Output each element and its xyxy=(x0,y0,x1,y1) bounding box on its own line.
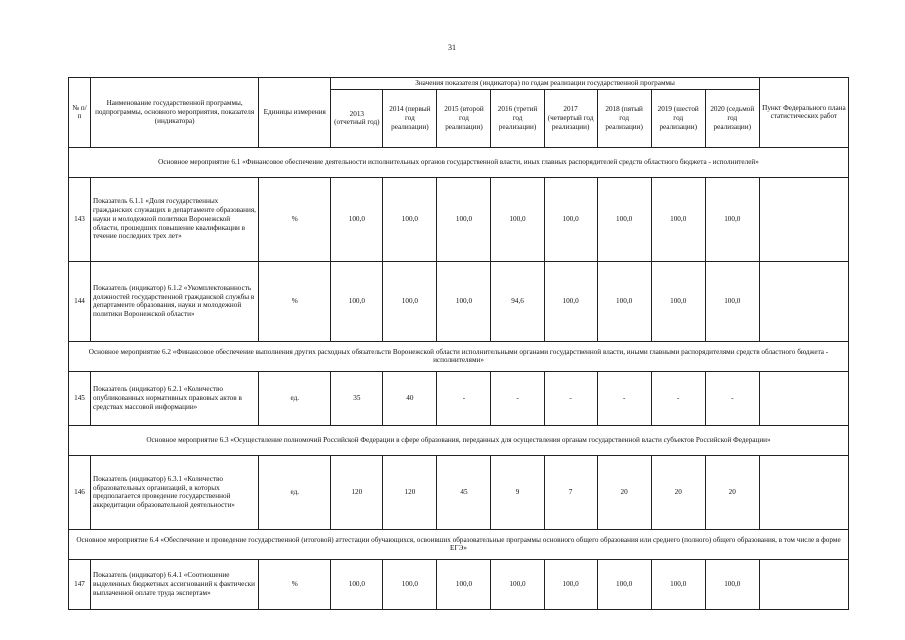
value-cell: 100,0 xyxy=(437,177,491,261)
header-year: 2019 (шестой год реализации) xyxy=(651,89,705,147)
row-number: 144 xyxy=(69,261,91,341)
indicator-name: Показатель (индикатор) 6.2.1 «Количество опубликованных нормативных правовых актов в средствах массовой информации» xyxy=(91,371,259,425)
value-cell: - xyxy=(437,371,491,425)
header-year: 2016 (третий год реализации) xyxy=(491,89,544,147)
unit-cell: % xyxy=(259,177,331,261)
value-cell: - xyxy=(597,371,651,425)
header-num: № п/п xyxy=(69,78,91,148)
value-cell: 9 xyxy=(491,455,544,529)
value-cell: 100,0 xyxy=(651,177,705,261)
section-title: Основное мероприятие 6.1 «Финансовое обеспечение деятельности исполнительных органов государственной власти, иных главных распорядителей средств областного бюджета - исполнителей» xyxy=(69,147,849,177)
section-title: Основное мероприятие 6.2 «Финансовое обеспечение выполнения других расходных обязательств Воронежской области исполнительными органами государственной власти, иными главными распорядителями средств областного бюджета - исполнителями» xyxy=(69,341,849,371)
section-row xyxy=(69,147,849,177)
section-row xyxy=(69,341,849,371)
section-title: Основное мероприятие 6.4 «Обеспечение и проведение государственной (итоговой) аттестации обучающихся, освоивших образовательные программы основного общего образования или среднего (полного) общего образования, в том числе в форме ЕГЭ» xyxy=(69,529,849,559)
value-cell: 7 xyxy=(544,455,597,529)
value-cell: 100,0 xyxy=(331,261,383,341)
value-cell: 100,0 xyxy=(597,177,651,261)
value-cell: - xyxy=(544,371,597,425)
unit-cell: ед. xyxy=(259,371,331,425)
value-cell: - xyxy=(491,371,544,425)
header-name: Наименование государственной программы, подпрограммы, основного мероприятия, показателя (индикатора) xyxy=(91,78,259,148)
indicator-name: Показатель (индикатор) 6.3.1 «Количество образовательных организаций, в которых предполагается проведение государственной аккредитации образовательной деятельности» xyxy=(91,455,259,529)
value-cell: 100,0 xyxy=(437,559,491,609)
value-cell: 100,0 xyxy=(491,177,544,261)
value-cell: 100,0 xyxy=(597,261,651,341)
value-cell: 100,0 xyxy=(544,177,597,261)
indicator-name: Показатель 6.1.1 «Доля государственных гражданских служащих в департаменте образования, науки и молодежной политики Воронежской области, прошедших повышение квалификации в течение последних трех лет» xyxy=(91,177,259,261)
value-cell: 100,0 xyxy=(705,559,759,609)
header-values-group: Значения показателя (индикатора) по годам реализации государственной программы xyxy=(331,78,760,90)
header-year: 2020 (седьмой год реализации) xyxy=(705,89,759,147)
value-cell: 100,0 xyxy=(383,177,437,261)
value-cell: 45 xyxy=(437,455,491,529)
value-cell: 35 xyxy=(331,371,383,425)
value-cell: 20 xyxy=(597,455,651,529)
value-cell: 100,0 xyxy=(651,559,705,609)
plan-point-cell xyxy=(759,261,848,341)
header-year: 2015 (второй год реализации) xyxy=(437,89,491,147)
value-cell: 100,0 xyxy=(331,177,383,261)
row-number: 145 xyxy=(69,371,91,425)
value-cell: 120 xyxy=(383,455,437,529)
value-cell: 94,6 xyxy=(491,261,544,341)
value-cell: 100,0 xyxy=(491,559,544,609)
value-cell: 100,0 xyxy=(544,261,597,341)
plan-point-cell xyxy=(759,455,848,529)
plan-point-cell xyxy=(759,559,848,609)
value-cell: 100,0 xyxy=(544,559,597,609)
section-row xyxy=(69,529,849,559)
table-row xyxy=(69,261,849,341)
value-cell: 100,0 xyxy=(651,261,705,341)
value-cell: 20 xyxy=(651,455,705,529)
value-cell: 20 xyxy=(705,455,759,529)
value-cell: 100,0 xyxy=(597,559,651,609)
value-cell: 120 xyxy=(331,455,383,529)
row-number: 147 xyxy=(69,559,91,609)
plan-point-cell xyxy=(759,371,848,425)
table-row xyxy=(69,455,849,529)
header-plan-point: Пункт Федерального плана статистических работ xyxy=(759,78,848,148)
value-cell: 40 xyxy=(383,371,437,425)
value-cell: 100,0 xyxy=(383,559,437,609)
unit-cell: % xyxy=(259,559,331,609)
header-year: 2014 (первый год реализации) xyxy=(383,89,437,147)
header-year: 2013 (отчетный год) xyxy=(331,89,383,147)
value-cell: - xyxy=(705,371,759,425)
value-cell: 100,0 xyxy=(331,559,383,609)
header-year: 2017 (четвертый год реализации) xyxy=(544,89,597,147)
table-row xyxy=(69,371,849,425)
header-year: 2018 (пятый год реализации) xyxy=(597,89,651,147)
value-cell: 100,0 xyxy=(383,261,437,341)
table-row xyxy=(69,177,849,261)
unit-cell: ед. xyxy=(259,455,331,529)
page-number: 31 xyxy=(448,43,456,52)
indicator-name: Показатель (индикатор) 6.4.1 «Соотношение выделенных бюджетных ассигнований к фактически выплаченной оплате труда экспертам» xyxy=(91,559,259,609)
indicators-table xyxy=(68,77,849,610)
value-cell: - xyxy=(651,371,705,425)
value-cell: 100,0 xyxy=(437,261,491,341)
header-unit: Единицы измерения xyxy=(259,78,331,148)
row-number: 146 xyxy=(69,455,91,529)
indicator-name: Показатель (индикатор) 6.1.2 «Укомплектованность должностей государственной гражданской службы в департаменте образования, науки и молодежной политики Воронежской области» xyxy=(91,261,259,341)
table-row xyxy=(69,559,849,609)
plan-point-cell xyxy=(759,177,848,261)
unit-cell: % xyxy=(259,261,331,341)
value-cell: 100,0 xyxy=(705,177,759,261)
row-number: 143 xyxy=(69,177,91,261)
section-title: Основное мероприятие 6.3 «Осуществление полномочий Российской Федерации в сфере образования, переданных для осуществления органам государственной власти субъектов Российской Федерации» xyxy=(69,425,849,455)
value-cell: 100,0 xyxy=(705,261,759,341)
section-row xyxy=(69,425,849,455)
